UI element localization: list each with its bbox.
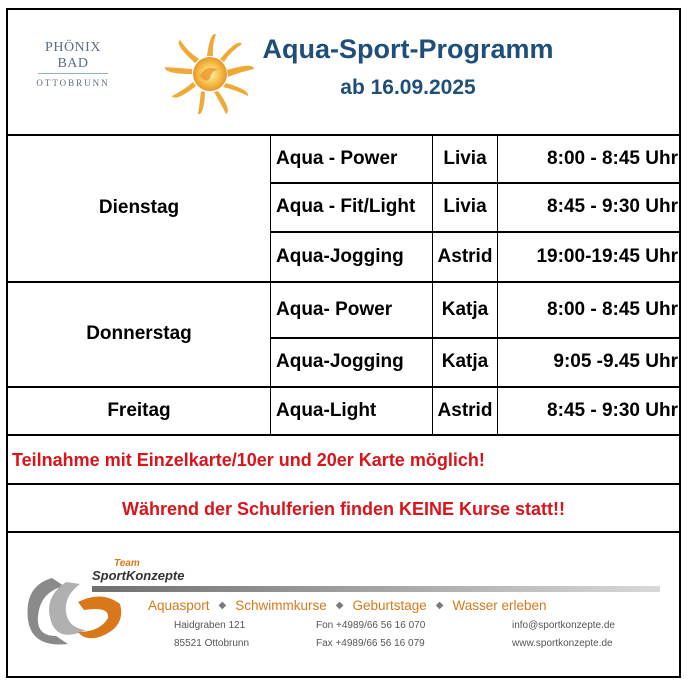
service-item: Wasser erleben <box>452 598 547 613</box>
trainer-name: Astrid <box>437 245 493 267</box>
day-label: Donnerstag <box>86 323 192 344</box>
course-time: 8:00 - 8:45 Uhr <box>547 147 678 169</box>
divider <box>8 531 679 533</box>
trainer-name: Livia <box>443 147 487 169</box>
course-name: Aqua- Power <box>276 298 393 320</box>
header <box>8 10 679 134</box>
trainer-name: Livia <box>443 196 487 217</box>
email-link[interactable]: info@sportkonzepte.de <box>512 620 615 631</box>
divider <box>8 434 679 436</box>
services-line <box>148 598 668 613</box>
service-item: Geburtstage <box>352 598 427 613</box>
day-label: Dienstag <box>98 197 180 218</box>
phone-number: Fon +4989/66 56 16 070 <box>316 620 426 631</box>
logo-line2: OTTOBRUNN <box>36 78 110 88</box>
course-name: Aqua - Fit/Light <box>276 196 416 217</box>
course-name: Aqua-Jogging <box>276 245 404 267</box>
participation-note: Teilnahme mit Einzelkarte/10er und 20er Karte möglich! <box>12 450 485 470</box>
course-time: 9:05 -9.45 Uhr <box>553 351 678 372</box>
program-frame <box>6 8 681 678</box>
course-name: Aqua-Jogging <box>276 351 404 372</box>
brand-underline <box>92 586 660 592</box>
address-line2: 85521 Ottobrunn <box>174 638 250 649</box>
logo-wave <box>38 73 108 77</box>
course-time: 8:45 - 9:30 Uhr <box>547 196 678 217</box>
service-item: Schwimmkurse <box>235 598 327 613</box>
divider <box>8 483 679 485</box>
trainer-name: Katja <box>441 351 489 372</box>
web-link[interactable]: www.sportkonzepte.de <box>512 638 613 649</box>
bullet-icon: ◆ <box>218 600 227 611</box>
logo-line1: PHÖNIX BAD <box>45 40 101 71</box>
course-name: Aqua - Power <box>276 147 398 169</box>
course-time: 19:00-19:45 Uhr <box>536 245 678 267</box>
holiday-note: Während der Schulferien finden KEINE Kurse statt!! <box>121 499 566 519</box>
course-time: 8:00 - 8:45 Uhr <box>547 298 678 320</box>
fax-number: Fax +4989/66 56 16 079 <box>316 638 425 649</box>
page-subtitle: ab 16.09.2025 <box>340 76 476 99</box>
brand-small: Team <box>114 558 140 569</box>
sportkonzepte-footer <box>22 558 662 658</box>
trainer-name: Astrid <box>437 399 493 421</box>
phoenix-bad-logo <box>28 40 118 88</box>
bullet-icon: ◆ <box>435 600 444 611</box>
course-name: Aqua-Light <box>276 399 377 421</box>
brand-name: SportKonzepte <box>92 568 185 583</box>
service-item: Aquasport <box>148 598 210 613</box>
sportkonzepte-logo-icon <box>22 572 132 652</box>
bullet-icon: ◆ <box>335 600 344 611</box>
course-time: 8:45 - 9:30 Uhr <box>547 399 678 421</box>
page-title: Aqua-Sport-Programm <box>262 34 554 64</box>
trainer-name: Katja <box>441 298 489 320</box>
day-label: Freitag <box>107 399 171 421</box>
col-divider <box>270 135 271 435</box>
address-line1: Haidgraben 121 <box>174 620 246 631</box>
